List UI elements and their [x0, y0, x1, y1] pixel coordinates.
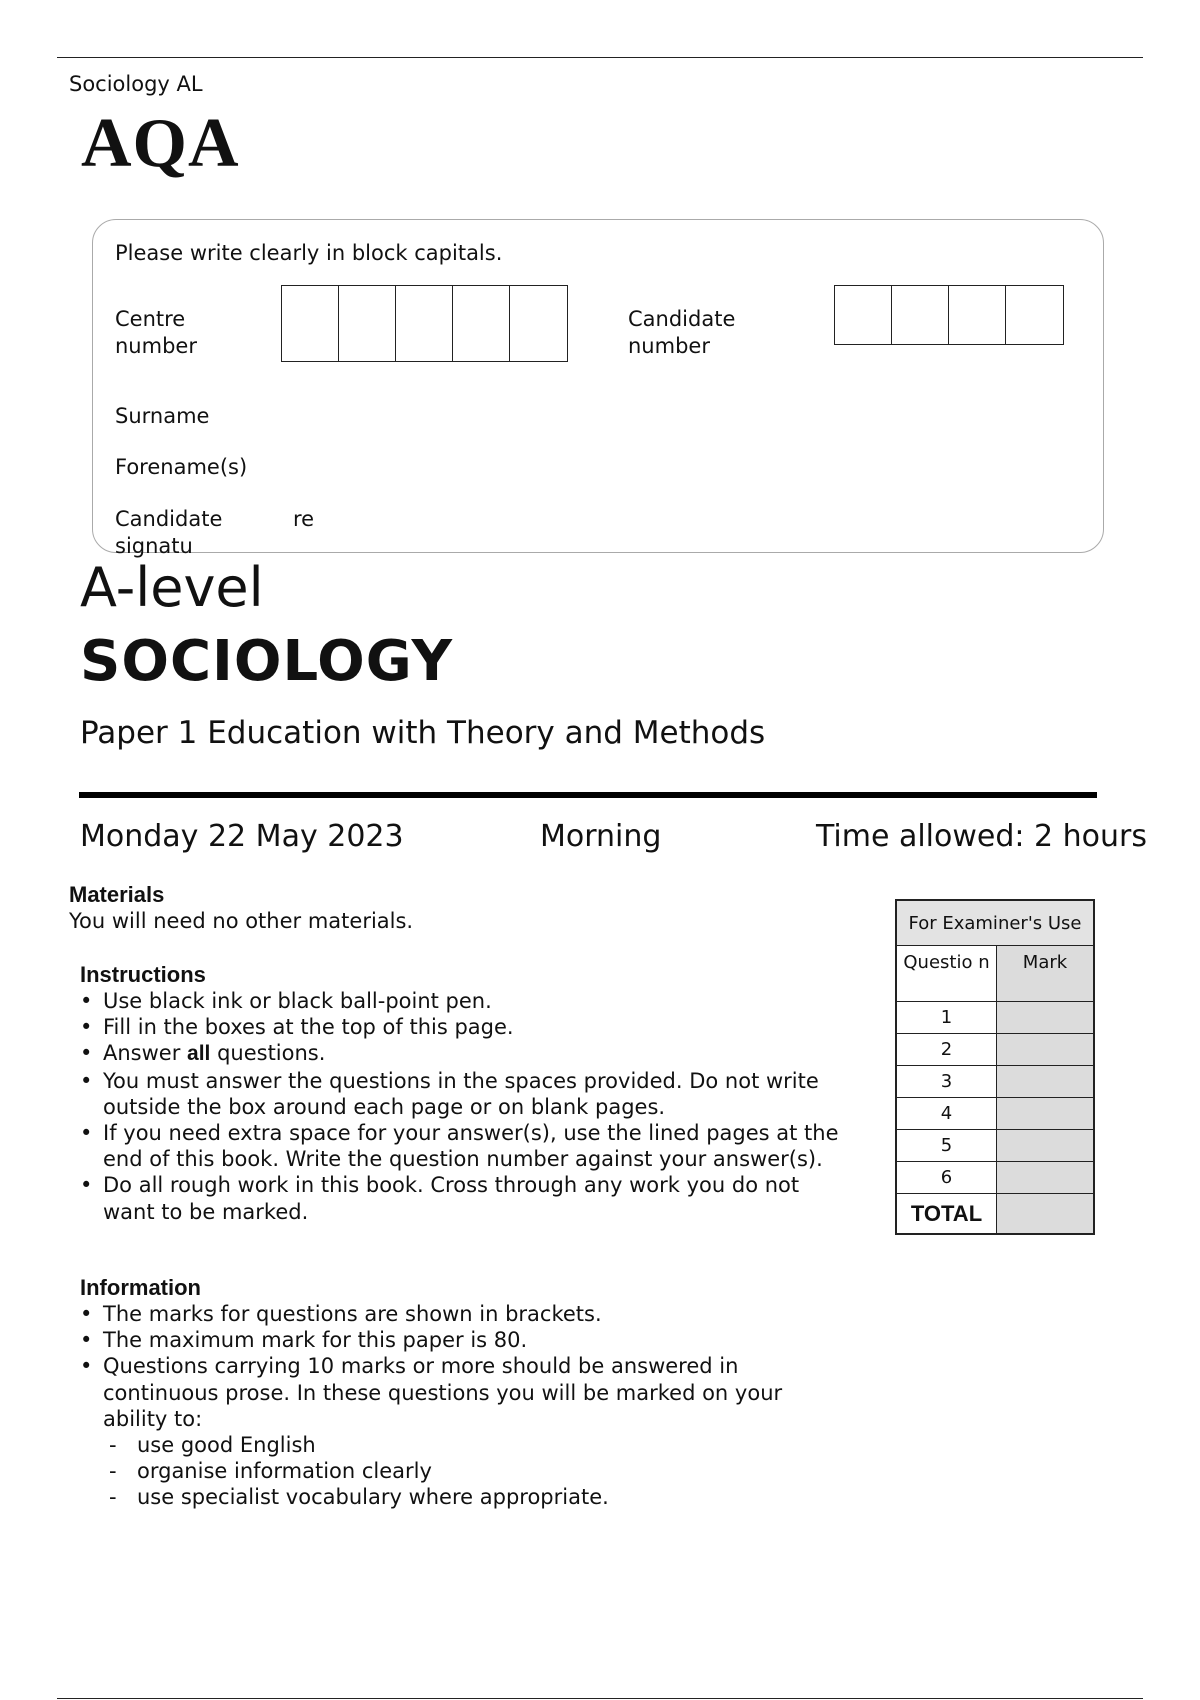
mark-cell[interactable] — [997, 1034, 1095, 1066]
centre-number-boxes — [281, 285, 568, 362]
candidate-number-box[interactable] — [892, 286, 949, 344]
instructions-heading: Instructions — [80, 962, 206, 987]
candidate-number-label: Candidate number — [628, 307, 736, 358]
instruction-item: • Answer all questions. — [80, 1040, 850, 1067]
mark-cell[interactable] — [997, 1002, 1095, 1034]
question-number: 2 — [896, 1034, 997, 1066]
question-number: 1 — [896, 1002, 997, 1034]
paper-title: Paper 1 Education with Theory and Methods — [80, 715, 766, 751]
candidate-number-box[interactable] — [949, 286, 1006, 344]
total-mark-cell[interactable] — [997, 1194, 1095, 1235]
materials-heading: Materials — [69, 882, 165, 907]
header-label: Sociology AL — [69, 72, 203, 96]
aqa-logo: AQA — [81, 105, 240, 182]
question-number: 4 — [896, 1098, 997, 1130]
surname-label: Surname — [115, 404, 210, 428]
centre-number-label: Centre number — [115, 307, 197, 358]
information-list — [80, 1301, 850, 1511]
ability-item: - use specialist vocabulary where appropriate. — [103, 1484, 850, 1510]
centre-number-box[interactable] — [453, 286, 510, 361]
forename-label: Forename(s) — [115, 455, 248, 479]
exam-date: Monday 22 May 2023 — [80, 819, 404, 854]
instruction-item: • Fill in the boxes at the top of this page. — [80, 1014, 850, 1040]
instruction-item: • You must answer the questions in the spaces provided. Do not write outside the box around each page or on blank pages. — [80, 1068, 850, 1120]
signature-label: Candidate signatu — [115, 507, 223, 558]
centre-number-box[interactable] — [510, 286, 567, 361]
materials-text: You will need no other materials. — [69, 909, 414, 933]
mark-cell[interactable] — [997, 1066, 1095, 1098]
title-divider — [79, 792, 1097, 798]
question-number: 6 — [896, 1162, 997, 1194]
block-capitals-instruction: Please write clearly in block capitals. — [115, 241, 503, 265]
candidate-number-box[interactable] — [835, 286, 892, 344]
top-rule — [57, 57, 1143, 58]
question-number: 5 — [896, 1130, 997, 1162]
question-column-header: Questio n — [896, 946, 997, 1002]
ability-item: - organise information clearly — [103, 1458, 850, 1484]
ability-item: - use good English — [103, 1432, 850, 1458]
instruction-item: • Do all rough work in this book. Cross through any work you do not want to be marked. — [80, 1172, 850, 1224]
information-item: • Questions carrying 10 marks or more should be answered in continuous prose. In these questions you will be marked on your ability to: - use good English - organise information clearly - use specialist vocabulary where appropriate. — [80, 1353, 850, 1510]
information-heading: Information — [80, 1275, 201, 1300]
instruction-item: • If you need extra space for your answer(s), use the lined pages at the end of this book. Write the question number against your answer(s). — [80, 1120, 850, 1172]
mark-cell[interactable] — [997, 1162, 1095, 1194]
mark-cell[interactable] — [997, 1130, 1095, 1162]
candidate-details-box — [92, 219, 1104, 553]
mark-column-header: Mark — [997, 946, 1095, 1002]
time-allowed: Time allowed: 2 hours — [816, 819, 1148, 854]
examiner-table-title: For Examiner's Use — [896, 900, 1094, 946]
candidate-number-boxes — [834, 285, 1064, 345]
examiner-use-table — [895, 899, 1095, 1235]
centre-number-box[interactable] — [396, 286, 453, 361]
information-item: • The marks for questions are shown in brackets. — [80, 1301, 850, 1327]
exam-session: Morning — [540, 819, 662, 854]
instructions-list — [80, 988, 850, 1225]
instruction-item: • Use black ink or black ball-point pen. — [80, 988, 850, 1014]
centre-number-box[interactable] — [339, 286, 396, 361]
total-label: TOTAL — [896, 1194, 997, 1235]
bottom-rule — [57, 1698, 1143, 1699]
mark-cell[interactable] — [997, 1098, 1095, 1130]
ability-list — [103, 1432, 850, 1511]
signature-label-suffix: re — [293, 507, 315, 531]
question-number: 3 — [896, 1066, 997, 1098]
qualification-level: A-level — [80, 556, 264, 619]
candidate-number-box[interactable] — [1006, 286, 1063, 344]
centre-number-box[interactable] — [282, 286, 339, 361]
information-item: • The maximum mark for this paper is 80. — [80, 1327, 850, 1353]
subject-title: SOCIOLOGY — [80, 629, 454, 694]
